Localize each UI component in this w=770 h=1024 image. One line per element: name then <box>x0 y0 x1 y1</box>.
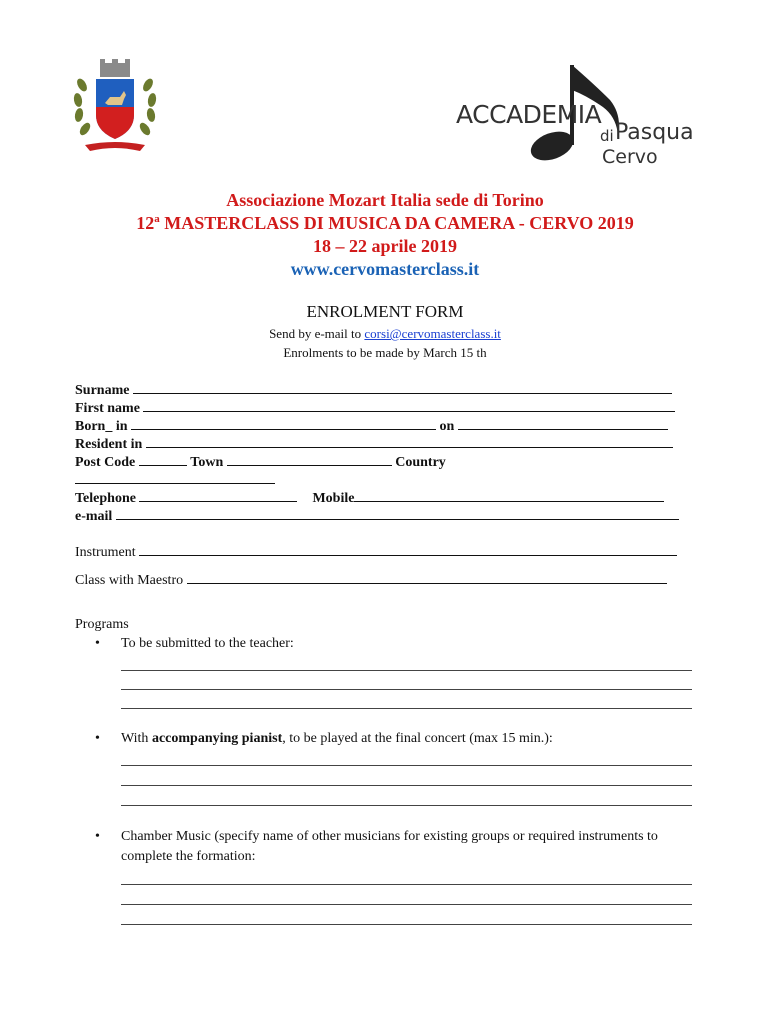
first-name-row <box>75 399 675 417</box>
programs-heading: Programs <box>75 617 129 632</box>
program-chamber-line[interactable] <box>121 884 692 885</box>
logo-cervo: Cervo <box>602 146 658 168</box>
first-name-label: First name <box>75 401 140 416</box>
program-chamber-line[interactable] <box>121 904 692 905</box>
municipal-crest-icon <box>70 55 160 165</box>
instrument-row <box>75 543 677 561</box>
program-chamber-label: Chamber Music (specify name of other musicians for existing groups or required instruments to complete the formation: <box>121 829 658 864</box>
born-on-field[interactable] <box>458 417 668 430</box>
telephone-label: Telephone <box>75 491 136 506</box>
association-title: Associazione Mozart Italia sede di Torino <box>226 190 544 210</box>
post-code-label: Post Code <box>75 455 136 470</box>
email-link[interactable]: corsi@cervomasterclass.it <box>364 326 501 341</box>
resident-in-field[interactable] <box>146 435 673 448</box>
bullet-icon: • <box>95 731 100 746</box>
program-pianist-line[interactable] <box>121 765 692 766</box>
program-pianist-line[interactable] <box>121 805 692 806</box>
surname-row <box>75 381 672 399</box>
country-row <box>75 471 275 489</box>
resident-row <box>75 435 673 453</box>
resident-in-label: Resident in <box>75 437 143 452</box>
form-title: ENROLMENT FORM <box>306 302 464 321</box>
born-on-label: on <box>439 419 455 434</box>
address-row <box>75 453 446 471</box>
mobile-field[interactable] <box>354 489 664 502</box>
send-instruction: Send by e-mail to corsi@cervomasterclass.it <box>269 326 501 341</box>
program-teacher-line[interactable] <box>121 670 692 671</box>
mobile-label: Mobile <box>312 491 355 506</box>
instrument-label: Instrument <box>75 545 136 560</box>
program-teacher-line[interactable] <box>121 689 692 690</box>
program-pianist-line[interactable] <box>121 785 692 786</box>
surname-field[interactable] <box>133 381 672 394</box>
born-row <box>75 417 668 435</box>
surname-label: Surname <box>75 383 130 398</box>
website-link[interactable]: www.cervomasterclass.it <box>290 259 480 279</box>
town-label: Town <box>190 455 224 470</box>
masterclass-title: 12$^a$ MASTERCLASS DI MUSICA DA CAMERA - CERVO 2019 <box>136 213 634 233</box>
town-field[interactable] <box>227 453 392 466</box>
bullet-icon: • <box>95 636 100 651</box>
accademia-logo <box>450 60 710 170</box>
class-with-field[interactable] <box>187 571 667 584</box>
event-dates: 18 – 22 aprile 2019 <box>313 236 457 256</box>
program-pianist-label: With accompanying pianist, to be played at the final concert (max 15 min.): <box>121 731 553 746</box>
first-name-field[interactable] <box>143 399 675 412</box>
class-row <box>75 571 667 589</box>
telephone-field[interactable] <box>139 489 297 502</box>
born-in-label: Born_ in <box>75 419 128 434</box>
logo-di: di <box>600 127 614 145</box>
born-in-field[interactable] <box>131 417 436 430</box>
logo-pasqua: Pasqua <box>615 120 694 145</box>
class-with-label: Class with Maestro <box>75 573 184 588</box>
email-row <box>75 507 679 525</box>
program-teacher-label: To be submitted to the teacher: <box>121 636 294 651</box>
instrument-field[interactable] <box>139 543 677 556</box>
phone-row <box>75 489 664 507</box>
country-field[interactable] <box>75 471 275 484</box>
program-teacher-line[interactable] <box>121 708 692 709</box>
post-code-field[interactable] <box>139 453 187 466</box>
country-label: Country <box>395 455 446 470</box>
deadline-note: Enrolments to be made by March 15 th <box>283 345 487 360</box>
email-label: e-mail <box>75 509 113 524</box>
program-chamber-line[interactable] <box>121 924 692 925</box>
logo-accademia: ACCADEMIA <box>456 100 602 129</box>
email-field[interactable] <box>116 507 679 520</box>
bullet-icon: • <box>95 829 100 844</box>
